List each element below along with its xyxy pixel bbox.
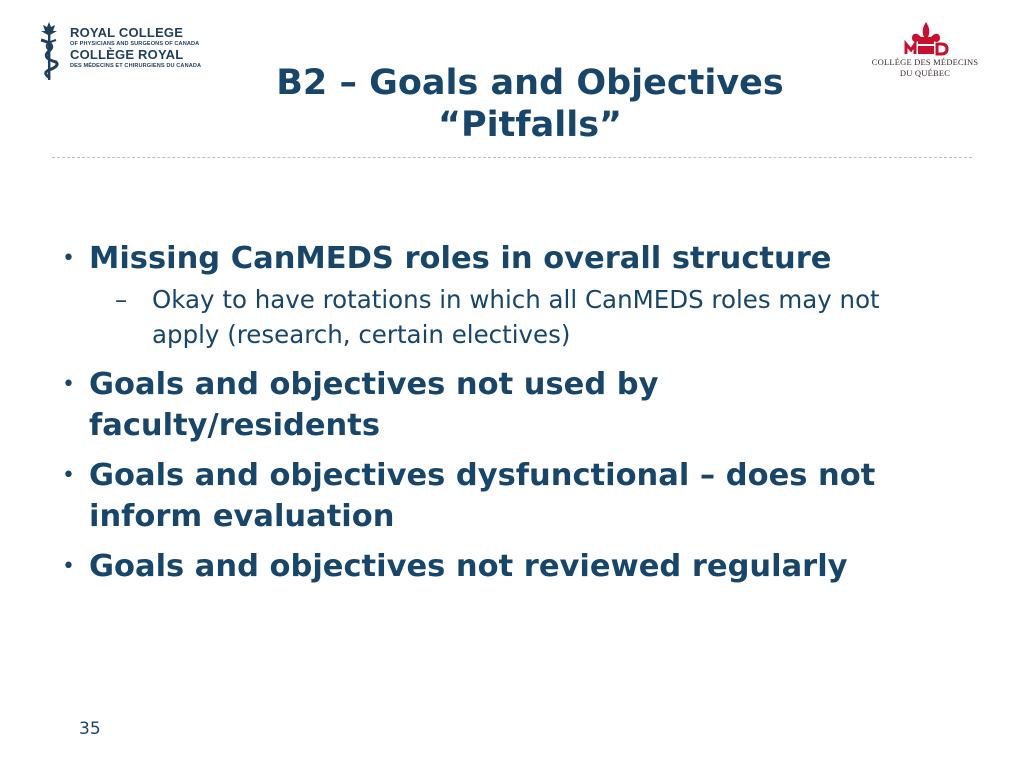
bullet-text: Goals and objectives not used by faculty/residents [89,367,659,443]
bullet-text: Missing CanMEDS roles in overall structure [89,241,832,276]
logo-line-physicians: OF PHYSICIANS AND SURGEONS OF CANADA [70,41,200,47]
bullet-item [60,455,960,537]
slide-title [180,62,880,146]
sub-bullet-text: Okay to have rotations in which all CanMEDS roles may not apply (research, certain electives) [152,285,880,349]
sub-bullet-marker: – [115,285,128,314]
bullet-text: Goals and objectives not reviewed regularly [89,549,848,584]
bullet-item [60,364,960,446]
logo-line-college-royal: COLLÈGE ROYAL [70,47,184,62]
bullet-item [60,546,960,587]
fleur-de-lis-mark-icon [903,20,949,56]
bullet-item [60,238,960,279]
page-number: 35 [79,719,101,739]
sub-bullet-item [89,282,932,352]
royal-college-logo [34,20,204,82]
logo-line-royal-college: ROYAL COLLEGE [70,25,184,40]
cmq-line2: DU QUÉBEC [899,68,951,78]
cmq-line1: COLLÈGE DES MÉDECINS [871,57,979,67]
logo-line-medecins: DES MÉDECINS ET CHIRURGIENS DU CANADA [70,63,202,69]
bullet-text: Goals and objectives dysfunctional – does not inform evaluation [89,458,876,534]
title-line-2: “Pitfalls” [437,105,623,145]
bullet-marker: • [62,246,75,271]
caduceus-icon [34,20,64,82]
title-divider [52,157,972,158]
bullet-list [60,238,960,596]
bullet-marker: • [62,554,75,579]
bullet-marker: • [62,372,75,397]
title-line-1: B2 – Goals and Objectives [276,63,784,103]
bullet-marker: • [62,463,75,488]
